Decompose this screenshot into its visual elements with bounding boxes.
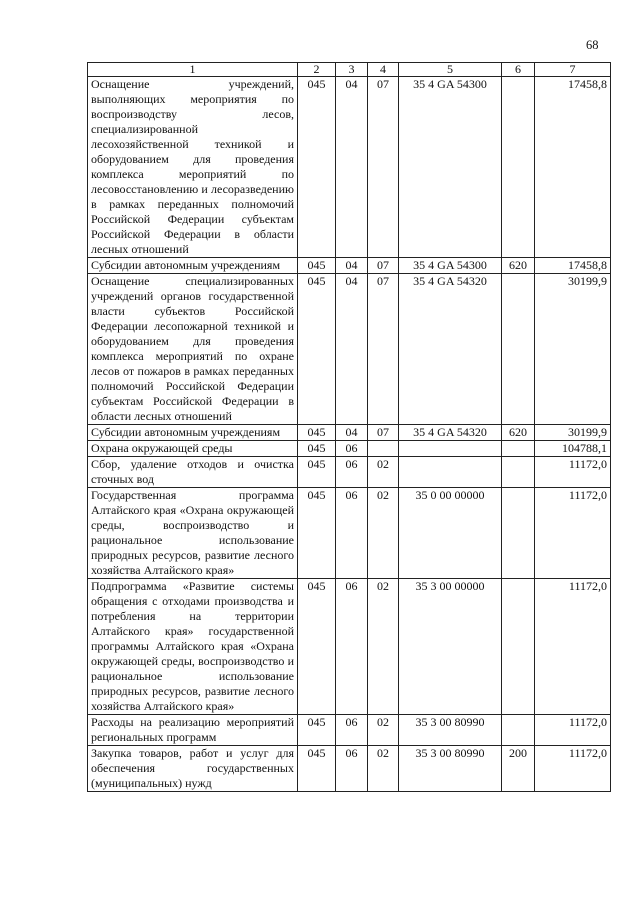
- target-article-cell: 35 4 GA 54300: [399, 77, 502, 258]
- subsection-code-cell: [368, 441, 399, 457]
- table-row: [88, 488, 611, 579]
- subsection-code-cell: 07: [368, 425, 399, 441]
- expense-name-cell: Охрана окружающей среды: [88, 441, 298, 457]
- section-code-cell: 06: [336, 441, 368, 457]
- amount-cell: 104788,1: [535, 441, 611, 457]
- ministry-code-cell: 045: [298, 274, 336, 425]
- expense-name-cell: Расходы на реализацию мероприятий региональных программ: [88, 715, 298, 746]
- expense-name-cell: Субсидии автономным учреждениям: [88, 258, 298, 274]
- ministry-code-cell: 045: [298, 441, 336, 457]
- subsection-code-cell: 02: [368, 579, 399, 715]
- expense-type-cell: [502, 457, 535, 488]
- target-article-cell: 35 3 00 80990: [399, 715, 502, 746]
- section-code-cell: 06: [336, 746, 368, 792]
- subsection-code-cell: 02: [368, 746, 399, 792]
- header-cell: 2: [298, 63, 336, 77]
- section-code-cell: 06: [336, 457, 368, 488]
- ministry-code-cell: 045: [298, 715, 336, 746]
- subsection-code-cell: 02: [368, 457, 399, 488]
- amount-cell: 17458,8: [535, 258, 611, 274]
- amount-cell: 30199,9: [535, 425, 611, 441]
- ministry-code-cell: 045: [298, 258, 336, 274]
- expense-type-cell: [502, 274, 535, 425]
- expense-name-cell: Оснащение специализированных учреждений органов государственной власти субъектов Российской Федерации лесопожарной техникой и оборудованием для проведения комплекса мероприятий по охране лесов от пожаров в рамках переданных полномочий Российской Федерации субъектам Российской Федерации в области лесных отношений: [88, 274, 298, 425]
- header-cell: 4: [368, 63, 399, 77]
- subsection-code-cell: 02: [368, 715, 399, 746]
- expense-type-cell: [502, 488, 535, 579]
- expense-type-cell: [502, 77, 535, 258]
- expense-name-cell: Субсидии автономным учреждениям: [88, 425, 298, 441]
- ministry-code-cell: 045: [298, 579, 336, 715]
- ministry-code-cell: 045: [298, 77, 336, 258]
- table-row: [88, 457, 611, 488]
- table-row: [88, 258, 611, 274]
- section-code-cell: 04: [336, 425, 368, 441]
- header-cell: 7: [535, 63, 611, 77]
- page-number: 68: [586, 38, 599, 52]
- amount-cell: 11172,0: [535, 579, 611, 715]
- ministry-code-cell: 045: [298, 746, 336, 792]
- header-cell: 6: [502, 63, 535, 77]
- header-cell: 5: [399, 63, 502, 77]
- section-code-cell: 04: [336, 274, 368, 425]
- expense-name-cell: Закупка товаров, работ и услуг для обеспечения государственных (муниципальных) нужд: [88, 746, 298, 792]
- table-row: [88, 274, 611, 425]
- header-cell: 3: [336, 63, 368, 77]
- subsection-code-cell: 07: [368, 274, 399, 425]
- expense-type-cell: 620: [502, 425, 535, 441]
- expense-type-cell: [502, 441, 535, 457]
- amount-cell: 11172,0: [535, 457, 611, 488]
- expense-name-cell: Подпрограмма «Развитие системы обращения с отходами производства и потребления на территории Алтайского края» государственной программы Алтайского края «Охрана окружающей среды, воспроизводство и рациональное использование природных ресурсов, развитие лесного хозяйства Алтайского края»: [88, 579, 298, 715]
- amount-cell: 11172,0: [535, 746, 611, 792]
- expense-type-cell: [502, 715, 535, 746]
- target-article-cell: 35 3 00 00000: [399, 579, 502, 715]
- table-row: [88, 715, 611, 746]
- subsection-code-cell: 07: [368, 258, 399, 274]
- header-cell: 1: [88, 63, 298, 77]
- target-article-cell: [399, 441, 502, 457]
- table-row: [88, 425, 611, 441]
- section-code-cell: 06: [336, 715, 368, 746]
- expense-name-cell: Государственная программа Алтайского края «Охрана окружающей среды, воспроизводство и рациональное использование природных ресурсов, развитие лесного хозяйства Алтайского края»: [88, 488, 298, 579]
- section-code-cell: 06: [336, 579, 368, 715]
- amount-cell: 17458,8: [535, 77, 611, 258]
- target-article-cell: 35 4 GA 54320: [399, 274, 502, 425]
- amount-cell: 11172,0: [535, 488, 611, 579]
- expense-type-cell: 200: [502, 746, 535, 792]
- target-article-cell: 35 4 GA 54320: [399, 425, 502, 441]
- budget-table: [87, 62, 611, 792]
- target-article-cell: 35 3 00 80990: [399, 746, 502, 792]
- ministry-code-cell: 045: [298, 457, 336, 488]
- table-row: [88, 746, 611, 792]
- subsection-code-cell: 02: [368, 488, 399, 579]
- expense-name-cell: Сбор, удаление отходов и очистка сточных вод: [88, 457, 298, 488]
- amount-cell: 30199,9: [535, 274, 611, 425]
- subsection-code-cell: 07: [368, 77, 399, 258]
- table-row: [88, 579, 611, 715]
- section-code-cell: 04: [336, 258, 368, 274]
- target-article-cell: [399, 457, 502, 488]
- table-row: [88, 77, 611, 258]
- expense-type-cell: [502, 579, 535, 715]
- section-code-cell: 04: [336, 77, 368, 258]
- amount-cell: 11172,0: [535, 715, 611, 746]
- expense-type-cell: 620: [502, 258, 535, 274]
- target-article-cell: 35 4 GA 54300: [399, 258, 502, 274]
- header-row: [88, 63, 611, 77]
- ministry-code-cell: 045: [298, 488, 336, 579]
- table-row: [88, 441, 611, 457]
- ministry-code-cell: 045: [298, 425, 336, 441]
- expense-name-cell: Оснащение учреждений, выполняющих мероприятия по воспроизводству лесов, специализированной лесохозяйственной техникой и оборудованием для проведения комплекса мероприятий по лесовосстановлению и лесоразведению в рамках переданных полномочий Российской Федерации субъектам Российской Федерации в области лесных отношений: [88, 77, 298, 258]
- target-article-cell: 35 0 00 00000: [399, 488, 502, 579]
- section-code-cell: 06: [336, 488, 368, 579]
